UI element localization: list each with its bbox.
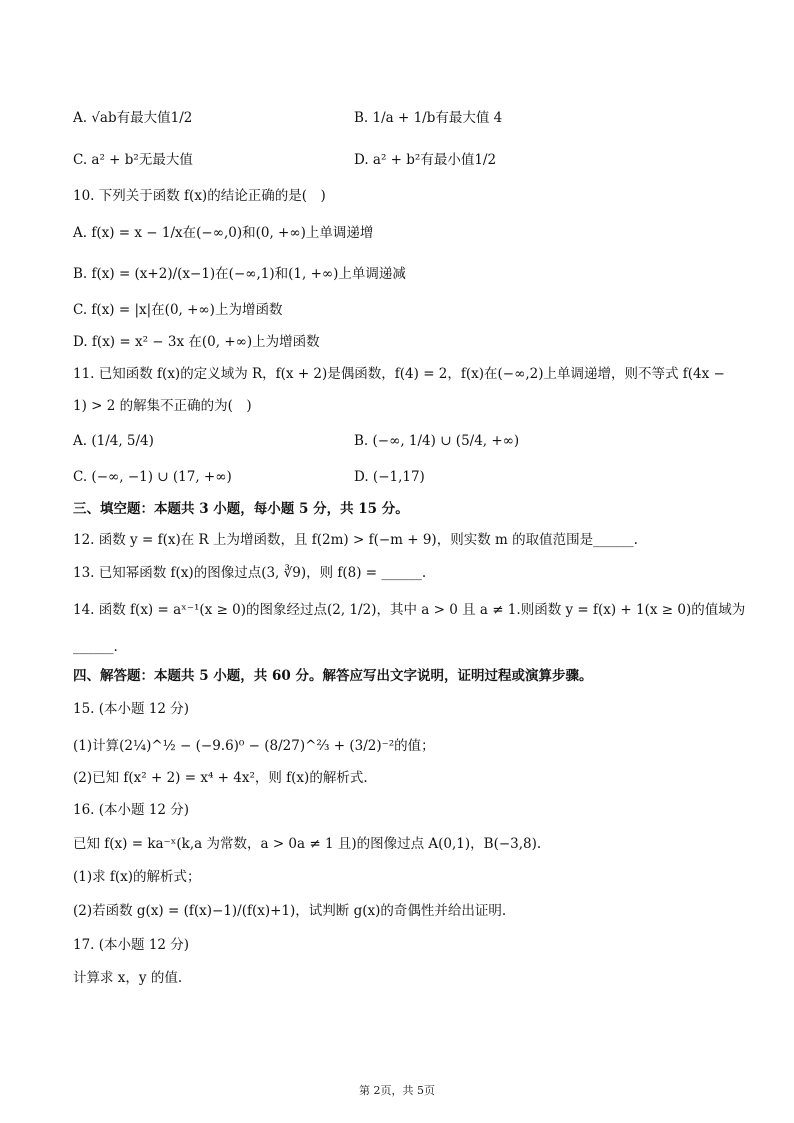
q14-line1: 14. 函数 f(x) = aˣ⁻¹(x ≥ 0)的图象经过点(2, 1/2)，其中 a > 0 且 a ≠ 1.则函数 y = f(x) + 1(x ≥ 0)的值域为 <box>73 602 746 618</box>
q16-stem: 已知 f(x) = ka⁻ˣ(k,a 为常数，a > 0a ≠ 1 且)的图像过点 A(0,1)，B(−3,8). <box>73 836 542 852</box>
q11-option-d: D. (−1,17) <box>354 469 425 485</box>
q15-part1: (1)计算(2¼)^½ − (−9.6)⁰ − (8/27)^⅔ + (3/2)⁻²的值； <box>73 738 435 754</box>
q15-part2: (2)已知 f(x² + 2) = x⁴ + 4x²，则 f(x)的解析式. <box>73 770 368 786</box>
q9-option-a: A. √ab有最大值1/2 <box>73 110 193 126</box>
q16-head: 16. (本小题 12 分) <box>73 802 190 818</box>
q15-head: 15. (本小题 12 分) <box>73 701 190 717</box>
q16-part2: (2)若函数 g(x) = (f(x)−1)/(f(x)+1)，试判断 g(x)的奇偶性并给出证明. <box>73 903 507 919</box>
q11-option-c: C. (−∞, −1) ∪ (17, +∞) <box>73 469 232 485</box>
q17-stem: 计算求 x，y 的值. <box>73 970 183 986</box>
q16-part1: (1)求 f(x)的解析式； <box>73 869 201 885</box>
q9-option-b: B. 1/a + 1/b有最大值 4 <box>354 110 503 126</box>
section-fill-in-heading: 三、填空题：本题共 3 小题，每小题 5 分，共 15 分。 <box>73 501 409 517</box>
q12: 12. 函数 y = f(x)在 R 上为增函数，且 f(2m) > f(−m + 9)，则实数 m 的取值范围是______. <box>73 532 638 548</box>
q11-stem-line2: 1) > 2 的解集不正确的为( ) <box>73 398 252 414</box>
q11-option-b: B. (−∞, 1/4) ∪ (5/4, +∞) <box>354 433 520 449</box>
q14-line2: ______. <box>73 639 118 655</box>
q10-option-c: C. f(x) = |x|在(0, +∞)上为增函数 <box>73 302 283 318</box>
q10-option-d: D. f(x) = x² − 3x 在(0, +∞)上为增函数 <box>73 334 320 350</box>
q17-head: 17. (本小题 12 分) <box>73 937 190 953</box>
q10-stem: 10. 下列关于函数 f(x)的结论正确的是( ) <box>73 188 326 204</box>
q10-option-a: A. f(x) = x − 1/x在(−∞,0)和(0, +∞)上单调递增 <box>73 225 374 241</box>
q11-stem-line1: 11. 已知函数 f(x)的定义域为 R，f(x + 2)是偶函数，f(4) = 2，f(x)在(−∞,2)上单调递增，则不等式 f(4x − <box>73 366 725 382</box>
q9-option-d: D. a² + b²有最小值1/2 <box>354 152 497 168</box>
section-answer-heading: 四、解答题：本题共 5 小题，共 60 分。解答应写出文字说明，证明过程或演算步骤。 <box>73 668 593 684</box>
q10-option-b: B. f(x) = (x+2)/(x−1)在(−∞,1)和(1, +∞)上单调递减 <box>73 266 406 282</box>
q13: 13. 已知幂函数 f(x)的图像过点(3, ∛9)，则 f(8) = ______. <box>73 565 427 581</box>
page-footer: 第 2页，共 5页 <box>359 1084 435 1097</box>
q9-option-c: C. a² + b²无最大值 <box>73 152 193 168</box>
q11-option-a: A. (1/4, 5/4) <box>73 433 154 449</box>
